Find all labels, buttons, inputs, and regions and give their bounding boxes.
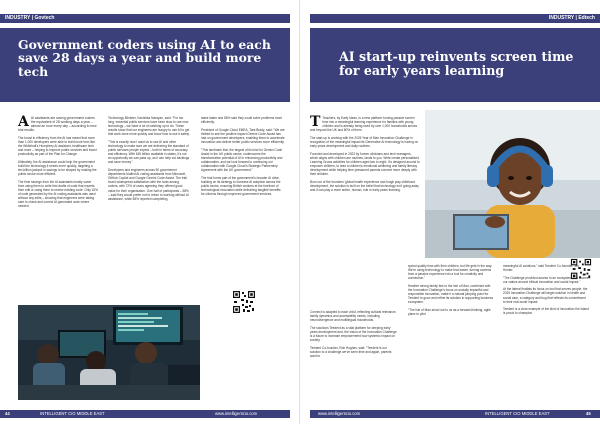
paragraph: President of Google Cloud EMEA, Tara Brady, said: "We are thrilled to see the positive impact Gemini Code Assist has had on government developers, enabling them to accelerate innovation and deliver better public services more efficiently. xyxy=(201,127,285,144)
paragraph: The time savings from the AI assistants mostly came from using them to write first drafts of code that experts then edit or using them to review existing code. Only 15% of code generated by the AI coding assistants was used without any edits – showing that engineers were taking care to check and correct AI-generated code where needed. xyxy=(18,179,98,209)
qr-code-image xyxy=(232,290,256,314)
headline-edtech: AI start-up reinvents screen time for early years learning xyxy=(310,28,600,102)
paragraph: Teedent Co-founder, Rob Hughes, said: "Teedent is our solution to a challenge we've seen time and again, parents want to xyxy=(310,345,392,358)
section-tag-govtech: INDUSTRY | Govtech xyxy=(0,14,290,23)
paragraph: Technology Minister, Kanishka Narayan, said: "For too long, essential public services have been slow to use new technology – we have a lot of catching up to do. These results show that our engineers are hungry to use AI to get that work done more quickly and know how to use it safely. xyxy=(108,116,190,137)
article-column-2 xyxy=(108,116,190,204)
developers-photo xyxy=(18,305,200,400)
paragraph: "This is exactly how I want us to use AI and other technology to make sure we are delivering the standard of public services people expect – both in terms of accuracy and efficiency. With £45 billion available in states, it's not an opportunity we can pass up, as it can help cut backlogs and save money." xyxy=(108,139,190,165)
paragraph: tasks faster and 56% said they could solve problems more efficiently. xyxy=(201,116,283,125)
article-column-3 xyxy=(201,116,285,200)
headline-govtech: Government coders using AI to each save 28 days a year and build more tech xyxy=(0,28,290,102)
footer-right xyxy=(310,410,600,418)
paragraph: "The Isle of Man stood out to us as a forward-thinking, agile place to pilot xyxy=(408,307,491,316)
magazine-url: www.intelligentcio.com xyxy=(215,411,258,416)
paragraph: Developers and engineers across 50 government departments trialled AI coding assistants from Microsoft, GitHub Copilot and Google Gemini Code Assist. The trial found widespread satisfaction with the tools among coders, with 72% of users agreeing they offered good value for their organisation. One half of participants – 58% – said they would prefer not to return to working without AI assistance, while 65% reported completing xyxy=(108,168,189,201)
article-column-2 xyxy=(310,310,398,361)
paragraph: spend quality time with their children, but life gets in the way. We're using technology to make that easier, turning screens from a passive experience into a tool for creativity and connection." xyxy=(408,264,493,281)
article-column-1 xyxy=(310,116,420,196)
drop-cap: A xyxy=(18,114,29,130)
article-body-edtech-lower xyxy=(310,262,600,408)
right-page xyxy=(300,0,600,424)
article-column-3 xyxy=(408,264,494,320)
article-column-4 xyxy=(503,264,589,319)
paragraph: The solutions Teedent as a vital platform for deeping early years development and, the vision of the Innovation Challenge is a future to increase empowerment how systemic impact on society. xyxy=(310,325,397,343)
paragraph: Teedent is a clear example of the kind of innovation the Island is proud to champion. xyxy=(503,307,589,316)
child-headphones-photo xyxy=(425,110,600,258)
paragraph: Connect is adapted to each child, reflecting cultural relevance, family dynamics and accessibility needs, including neurodivergence and multilingual households. xyxy=(310,310,397,323)
footer-left xyxy=(0,410,290,418)
paragraph: The boost in efficiency from the AI has meant that more than 1,000 developers were able to build more tech like the Whitehall's Humphrey AI assistant, healthcare tech and more – helping to improve public services and boost productivity as part of the Plan for Change. xyxy=(18,135,97,157)
paragraph: Teachers, by Early Ideas, is a new platform turning passive screen time into a meaningful learning experience for families with young children and is already being used by over 1,000 households across and beyond the UK and 80% of them. xyxy=(310,116,418,133)
paragraph: The trial forms part of the government's broader AI drive, building on its strategy to increase AI adoption across the public sector, ensuring British workers at the forefront of technological innovation while delivering tangible benefits for citizens through improved government services. xyxy=(201,175,281,196)
paragraph: Founded and developed in 2023 by former clinicians and tech managers, which aligns with children are routines, lands to you. Write create personalised Learning Grows activities for children aged two to eight. It's designed around to empower children, to lead a children's emotional wellbeing and family literacy development while helping time-pressured parents connect more deeply with their children. xyxy=(310,151,420,177)
section-tag-edtech: INDUSTRY | Edtech xyxy=(310,14,600,23)
paragraph: Ultimately, the AI assistance could help the government build the technology it needs more quickly, targeting a ten-billion jackpot in savings to be shaped by making the public sector more efficient. xyxy=(18,159,97,177)
page-number: 44 xyxy=(5,411,10,416)
drop-cap: T xyxy=(310,114,321,130)
paragraph: Heather strong family ties to the Isle of Man, combined with the Innovation Challenge's focus on socially impactful and responsible innovation, make it a natural jumping point for Teedent to grow and refine its solution in supporting business ecosystem. xyxy=(408,283,494,305)
article-intro: AI assistants are saving government coders the equivalent of 28 working days a year – almost an hour every day – according to new trial results. xyxy=(18,116,97,133)
paragraph: The start-up is working with the 2025 Year of Man Innovation Challenge in recognition of the meaningful impact its Generative AI technology is having on early years development and daily routines. xyxy=(310,135,419,149)
magazine-url: www.intelligentcio.com xyxy=(318,411,361,416)
paragraph: "The Challenge provided access to an ecosystem that shares our values around ethical innovation and social impact." xyxy=(503,275,589,284)
paragraph: At the lateral finalists its focus on tool that serves people, the 2025 Innovation Challenge will target solution in health and social care, a category and bug that reflects its commitment to their real-world impact. xyxy=(503,287,588,304)
magazine-name: INTELLIGENT CIO MIDDLE EAST xyxy=(485,411,550,416)
paragraph: "This landmark trial, the largest of its kind for Gemini Code Assist in the UK public sector, underscores the transformative potential of AI in enhancing productivity and collaboration, and we look forward to continuing our collaboration with Google Cloud's Strategic Partnership Agreement with the UK government." xyxy=(201,147,283,173)
paragraph: Born out of the founders' global health experience and tough play childhood development, the solution is built on the belief that technology isn't going away and it can play a more active, human, role in early years learning. xyxy=(310,179,419,192)
page-number: 45 xyxy=(586,411,591,416)
article-column-1 xyxy=(18,116,98,212)
paragraph: meaningful AI solutions," said Teedent Co-founder, Jen Hunter. xyxy=(503,264,580,273)
magazine-name: INTELLIGENT CIO MIDDLE EAST xyxy=(40,411,105,416)
